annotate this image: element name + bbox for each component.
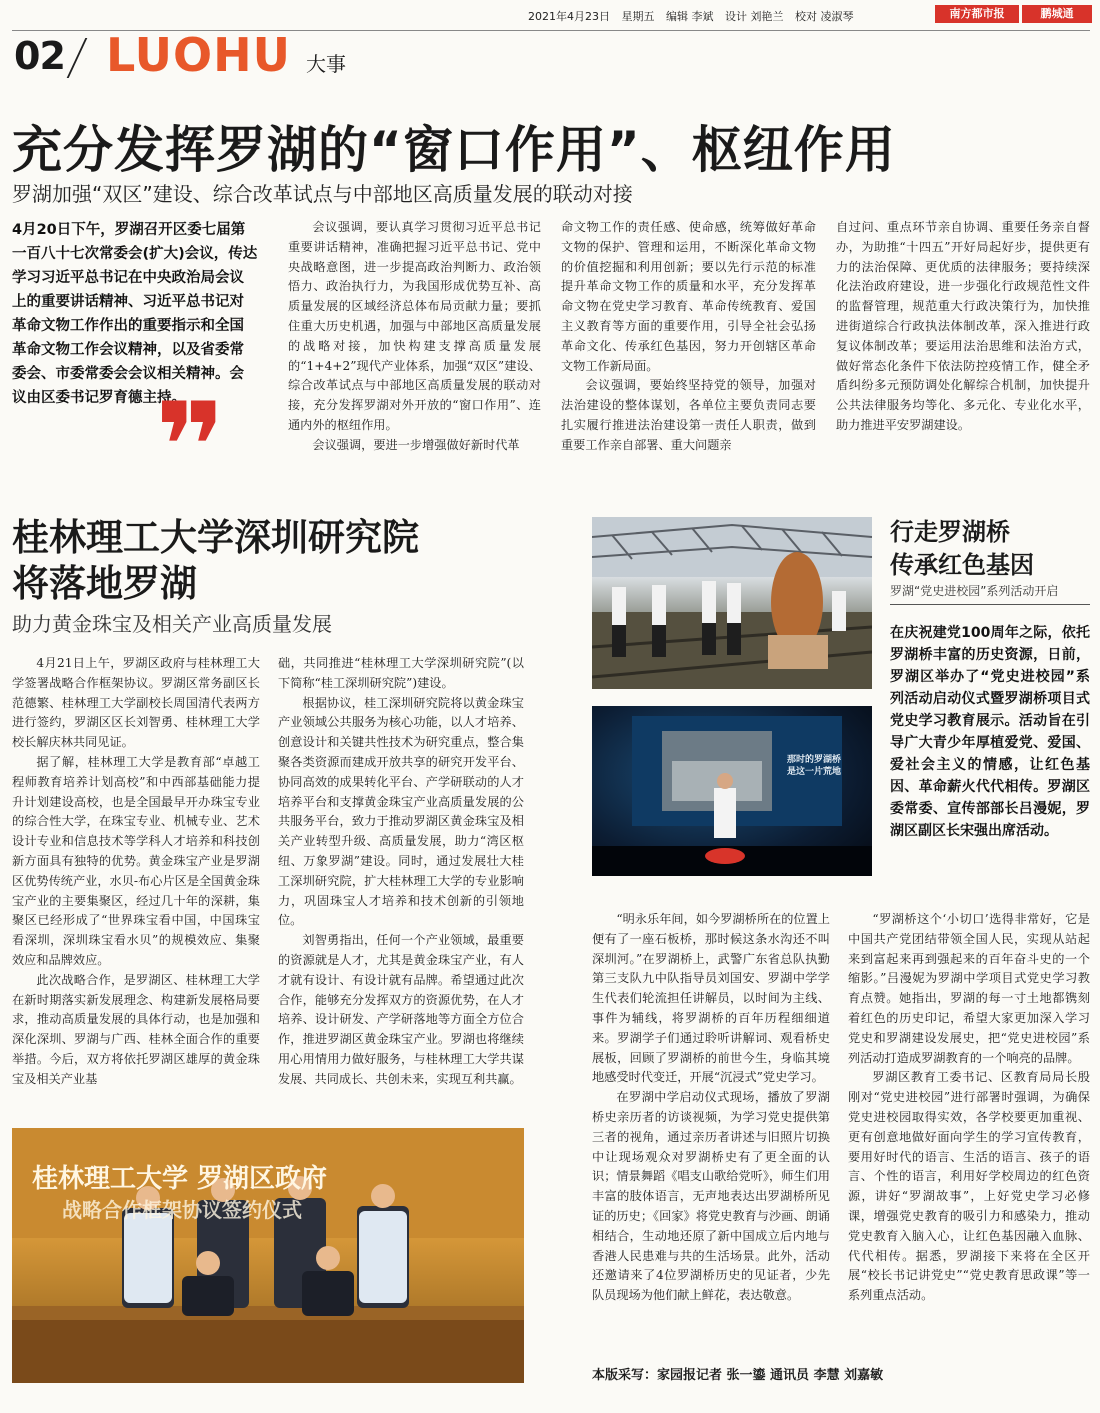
- article3-column-1: [592, 910, 830, 1306]
- article3-column-2: [848, 910, 1090, 1306]
- article1-lead: 4月20日下午，罗湖召开区委七届第一百八十七次常委会(扩大)会议，传达学习习近平总书记在中央政治局会议上的重要讲话精神、习近平总书记对革命文物工作作出的重要指示和全国革命文物工作会议精神，以及省委常委会、市委常委会会议相关精神。会议由区委书记罗育德主持。: [12, 222, 258, 406]
- article1-column-3: [836, 218, 1090, 436]
- sub-brand-logo: 鹏城通: [1022, 5, 1092, 23]
- paragraph: 会议强调，要认真学习贯彻习近平总书记重要讲话精神，准确把握习近平总书记、党中央战略意图，进一步提高政治判断力、政治领悟力、政治执行力，为我国形成优势互补、高质量发展的区域经济总体布局贡献力量；要抓住重大历史机遇，加强与中部地区高质量发展的战略对接，加快构建支撑高质量发展的“1+4+2”现代产业体系，加强“双区”建设、综合改革试点与中部地区高质量发展的联动对接，充分发挥罗湖对外开放的“窗口作用”、连通内外的枢纽作用。: [288, 220, 541, 432]
- district-title: LUOHU: [106, 28, 291, 82]
- paragraph: 础，共同推进“桂林理工大学深圳研究院”(以下简称“桂工深圳研究院”)建设。: [278, 656, 524, 690]
- paragraph: “明永乐年间，如今罗湖桥所在的位置上便有了一座石板桥，那时候这条水沟还不叫深圳河。”在罗湖桥上，武警广东省总队执勤第三支队九中队指导员刘国安、罗湖中学学生代表们轮流担任讲解员，以时间为主线、事件为辅线，将罗湖桥的百年历程细细道来。罗湖学子们通过聆听讲解词、观看桥史展板，回顾了罗湖桥的前世今生，身临其境地感受时代变迁，开展“沉浸式”党史学习。: [592, 912, 830, 1085]
- luohu-bridge-photo: [592, 517, 872, 689]
- article3-headline-line2: 传承红色基因: [890, 551, 1034, 579]
- page-number: 02: [14, 34, 65, 78]
- issue-weekday: 星期五: [621, 10, 655, 23]
- article3-headline-line1: 行走罗湖桥: [890, 518, 1010, 546]
- paragraph: 据了解，桂林理工大学是教育部“卓越工程师教育培养计划高校”和中西部基础能力提升计划建设高校，也是全国最早开办珠宝专业的综合性大学，在珠宝专业、机械专业、艺术设计专业和信息技术等学科人才培养和科技创新方面具有独特的优势。黄金珠宝产业是罗湖区优势传统产业，水贝-布心片区是全国黄金珠宝产业的主要集聚区，经过几十年的深耕，集聚区已经形成了“世界珠宝看中国，中国珠宝看深圳，深圳珠宝看水贝”的规模效应、集聚效应和品牌效应。: [12, 754, 260, 967]
- paragraph: 在罗湖中学启动仪式现场，播放了罗湖桥史亲历者的访谈视频，为学习党史提供第三者的视角，通过亲历者讲述与旧照片切换中让现场观众对罗湖桥史有了更全面的认识；情景舞蹈《唱支山歌给党听》，师生们用丰富的肢体语言，无声地表达出罗湖桥所见证的历史；《回家》将党史教育与沙画、朗诵相结合，生动地还原了新中国成立后内地与香港人民患难与共的生活场景。此外，活动还邀请来了4位罗湖桥历史的见证者，少先队员现场为他们献上鲜花，表达敬意。: [592, 1090, 830, 1303]
- section-label: 大事: [306, 52, 346, 76]
- banner-text-line1: 桂林理工大学 罗湖区政府: [32, 1164, 328, 1194]
- quote-mark-icon: ❞: [155, 378, 226, 517]
- issue-proof: 校对 凌淑琴: [795, 10, 854, 23]
- paragraph: 4月21日上午，罗湖区政府与桂林理工大学签署战略合作框架协议。罗湖区常务副区长范德繁、桂林理工大学副校长周国清代表两方进行签约，罗湖区区长刘智勇、桂林理工大学校长解庆林共同见证。: [12, 656, 260, 750]
- article1-subheadline: 罗湖加强“双区”建设、综合改革试点与中部地区高质量发展的联动对接: [12, 182, 633, 206]
- article2-column-2: [278, 654, 524, 1090]
- newspaper-logo: 南方都市报: [935, 5, 1019, 23]
- banner-text-line2: 战略合作框架协议签约仪式: [62, 1198, 302, 1222]
- signing-ceremony-photo: [12, 1128, 524, 1383]
- article2-headline-line2: 将落地罗湖: [12, 562, 197, 605]
- paragraph: 会议强调，要进一步增强做好新时代革: [312, 437, 520, 452]
- article3-rule: [890, 604, 1090, 605]
- paragraph: 刘智勇指出，任何一个产业领域，最重要的资源就是人才，尤其是黄金珠宝产业，有人才就有设计、有设计就有品牌。希望通过此次合作，能够充分发挥双方的资源优势，在人才培养、设计研发、产学研落地等方面全方位合作，推进罗湖区黄金珠宝产业。罗湖也将继续用心用情用力做好服务，与桂林理工大学共谋发展、共同成长、共创未来，实现互利共赢。: [278, 933, 524, 1086]
- byline-credit: 本版采写：家园报记者 张一鎏 通讯员 李慧 刘嘉敏: [592, 1368, 884, 1383]
- paragraph: 命文物工作的责任感、使命感，统筹做好革命文物的保护、管理和运用，不断深化革命文物的价值挖掘和利用创新；要以先行示范的标准提升革命文物工作的质量和水平，充分发挥革命文物在党史学习教育、革命传统教育、爱国主义教育等方面的重要作用，引导全社会弘扬革命文化、传承红色基因，努力开创辖区革命文物工作新局面。: [561, 220, 816, 373]
- article1-column-2: [561, 218, 816, 456]
- issue-date: 2021年4月23日: [528, 10, 610, 23]
- paragraph: 会议强调，要始终坚持党的领导，加强对法治建设的整体谋划，各单位主要负责同志要扎实履行推进法治建设第一责任人职责，做到重要工作亲自部署、重大问题亲: [561, 378, 816, 452]
- stage-photo-art: [592, 706, 872, 876]
- school-stage-photo: [592, 706, 872, 876]
- issue-meta: [520, 8, 854, 24]
- article2-headline-line1: 桂林理工大学深圳研究院: [12, 516, 419, 559]
- issue-designer: 设计 刘艳兰: [725, 10, 784, 23]
- article2-column-1: [12, 654, 260, 1090]
- article3-headline: [890, 516, 1034, 582]
- paragraph: “罗湖桥这个‘小切口’选得非常好，它是中国共产党团结带领全国人民，实现从站起来到富起来再到强起来的百年奋斗史的一个缩影。”吕漫妮为罗湖中学项目式党史学习教育点赞。她指出，罗湖的每一寸土地都镌刻着红色的历史印记，希望大家更加深入学习党史和罗湖建设发展史，把“党史进校园”系列活动打造成罗湖教育的一个响亮的品牌。: [848, 912, 1090, 1065]
- article2-subheadline: 助力黄金珠宝及相关产业高质量发展: [12, 612, 332, 636]
- paragraph: 罗湖区教育工委书记、区教育局局长殷刚对“党史进校园”进行部署时强调，为确保党史进校园取得实效，各学校要更加重视、更有创意地做好面向学生的学习宣传教育，要用好时代的语言、生活的语言、孩子的语言、个性的语言，利用好学校周边的红色资源，讲好“罗湖故事”，上好党史学习必修课，增强党史教育的吸引力和感染力，推动党史教育入脑入心，让红色基因融入血脉、代代相传。据悉，罗湖接下来将在全区开展“校长书记讲党史”“党史教育思政课”等一系列重点活动。: [848, 1070, 1090, 1303]
- paragraph: 此次战略合作，是罗湖区、桂林理工大学在新时期落实新发展理念、构建新发展格局要求，推动高质量发展的具体行动，也是加强和深化深圳、罗湖与广西、桂林全面合作的重要举措。今后，双方将依托罗湖区雄厚的黄金珠宝及相关产业基: [12, 972, 260, 1086]
- screen-caption: 那时的罗湖桥 是这一片荒地: [787, 755, 842, 777]
- article3-lead: 在庆祝建党100周年之际，依托罗湖桥丰富的历史资源，日前，罗湖区举办了“党史进校园”系列活动启动仪式暨罗湖桥项目式党史学习教育展示。活动旨在引导广大青少年厚植爱党、爱国、爱社会主义的情感，让红色基因、革命薪火代代相传。罗湖区委常委、宣传部部长吕漫妮，罗湖区副区长宋强出席活动。: [890, 625, 1090, 839]
- article2-headline: [12, 515, 419, 607]
- paragraph: 根据协议，桂工深圳研究院将以黄金珠宝产业领域公共服务为核心功能，以人才培养、创意设计和关键共性技术为研究重点，整合集聚各类资源而建成开放共享的研究开发平台、协同高效的成果转化平台、产学研联动的人才培养平台和支撑黄金珠宝产业高质量发展的公共服务平台，致力于推动罗湖区黄金珠宝及相关产业转型升级、高质量发展，助力“湾区枢纽、万象罗湖”建设。同时，通过发展壮大桂工深圳研究院，扩大桂林理工大学的专业影响力，巩固珠宝人才培养和技术创新的引领地位。: [278, 695, 524, 928]
- masthead-slash: [67, 38, 88, 78]
- bridge-photo-art: [592, 517, 872, 689]
- article1-headline: 充分发挥罗湖的“窗口作用”、枢纽作用: [12, 121, 896, 179]
- issue-editor: 编辑 李斌: [666, 10, 714, 23]
- article1-column-1: [288, 218, 541, 456]
- paragraph: 自过问、重点环节亲自协调、重要任务亲自督办，为助推“十四五”开好局起好步，提供更有力的法治保障、更优质的法律服务；要持续深化法治政府建设，进一步强化行政规范性文件的监督管理，规范重大行政决策行为，加快推进街道综合行政执法体制改革，深入推进行政复议体制改革；要运用法治思维和法治方式，做好常态化条件下依法防控疫情工作，健全矛盾纠纷多元预防调处化解综合机制，加快提升公共法律服务均等化、多元化、专业化水平，助力推进平安罗湖建设。: [836, 220, 1090, 432]
- article3-subheadline: 罗湖“党史进校园”系列活动开启: [890, 584, 1059, 598]
